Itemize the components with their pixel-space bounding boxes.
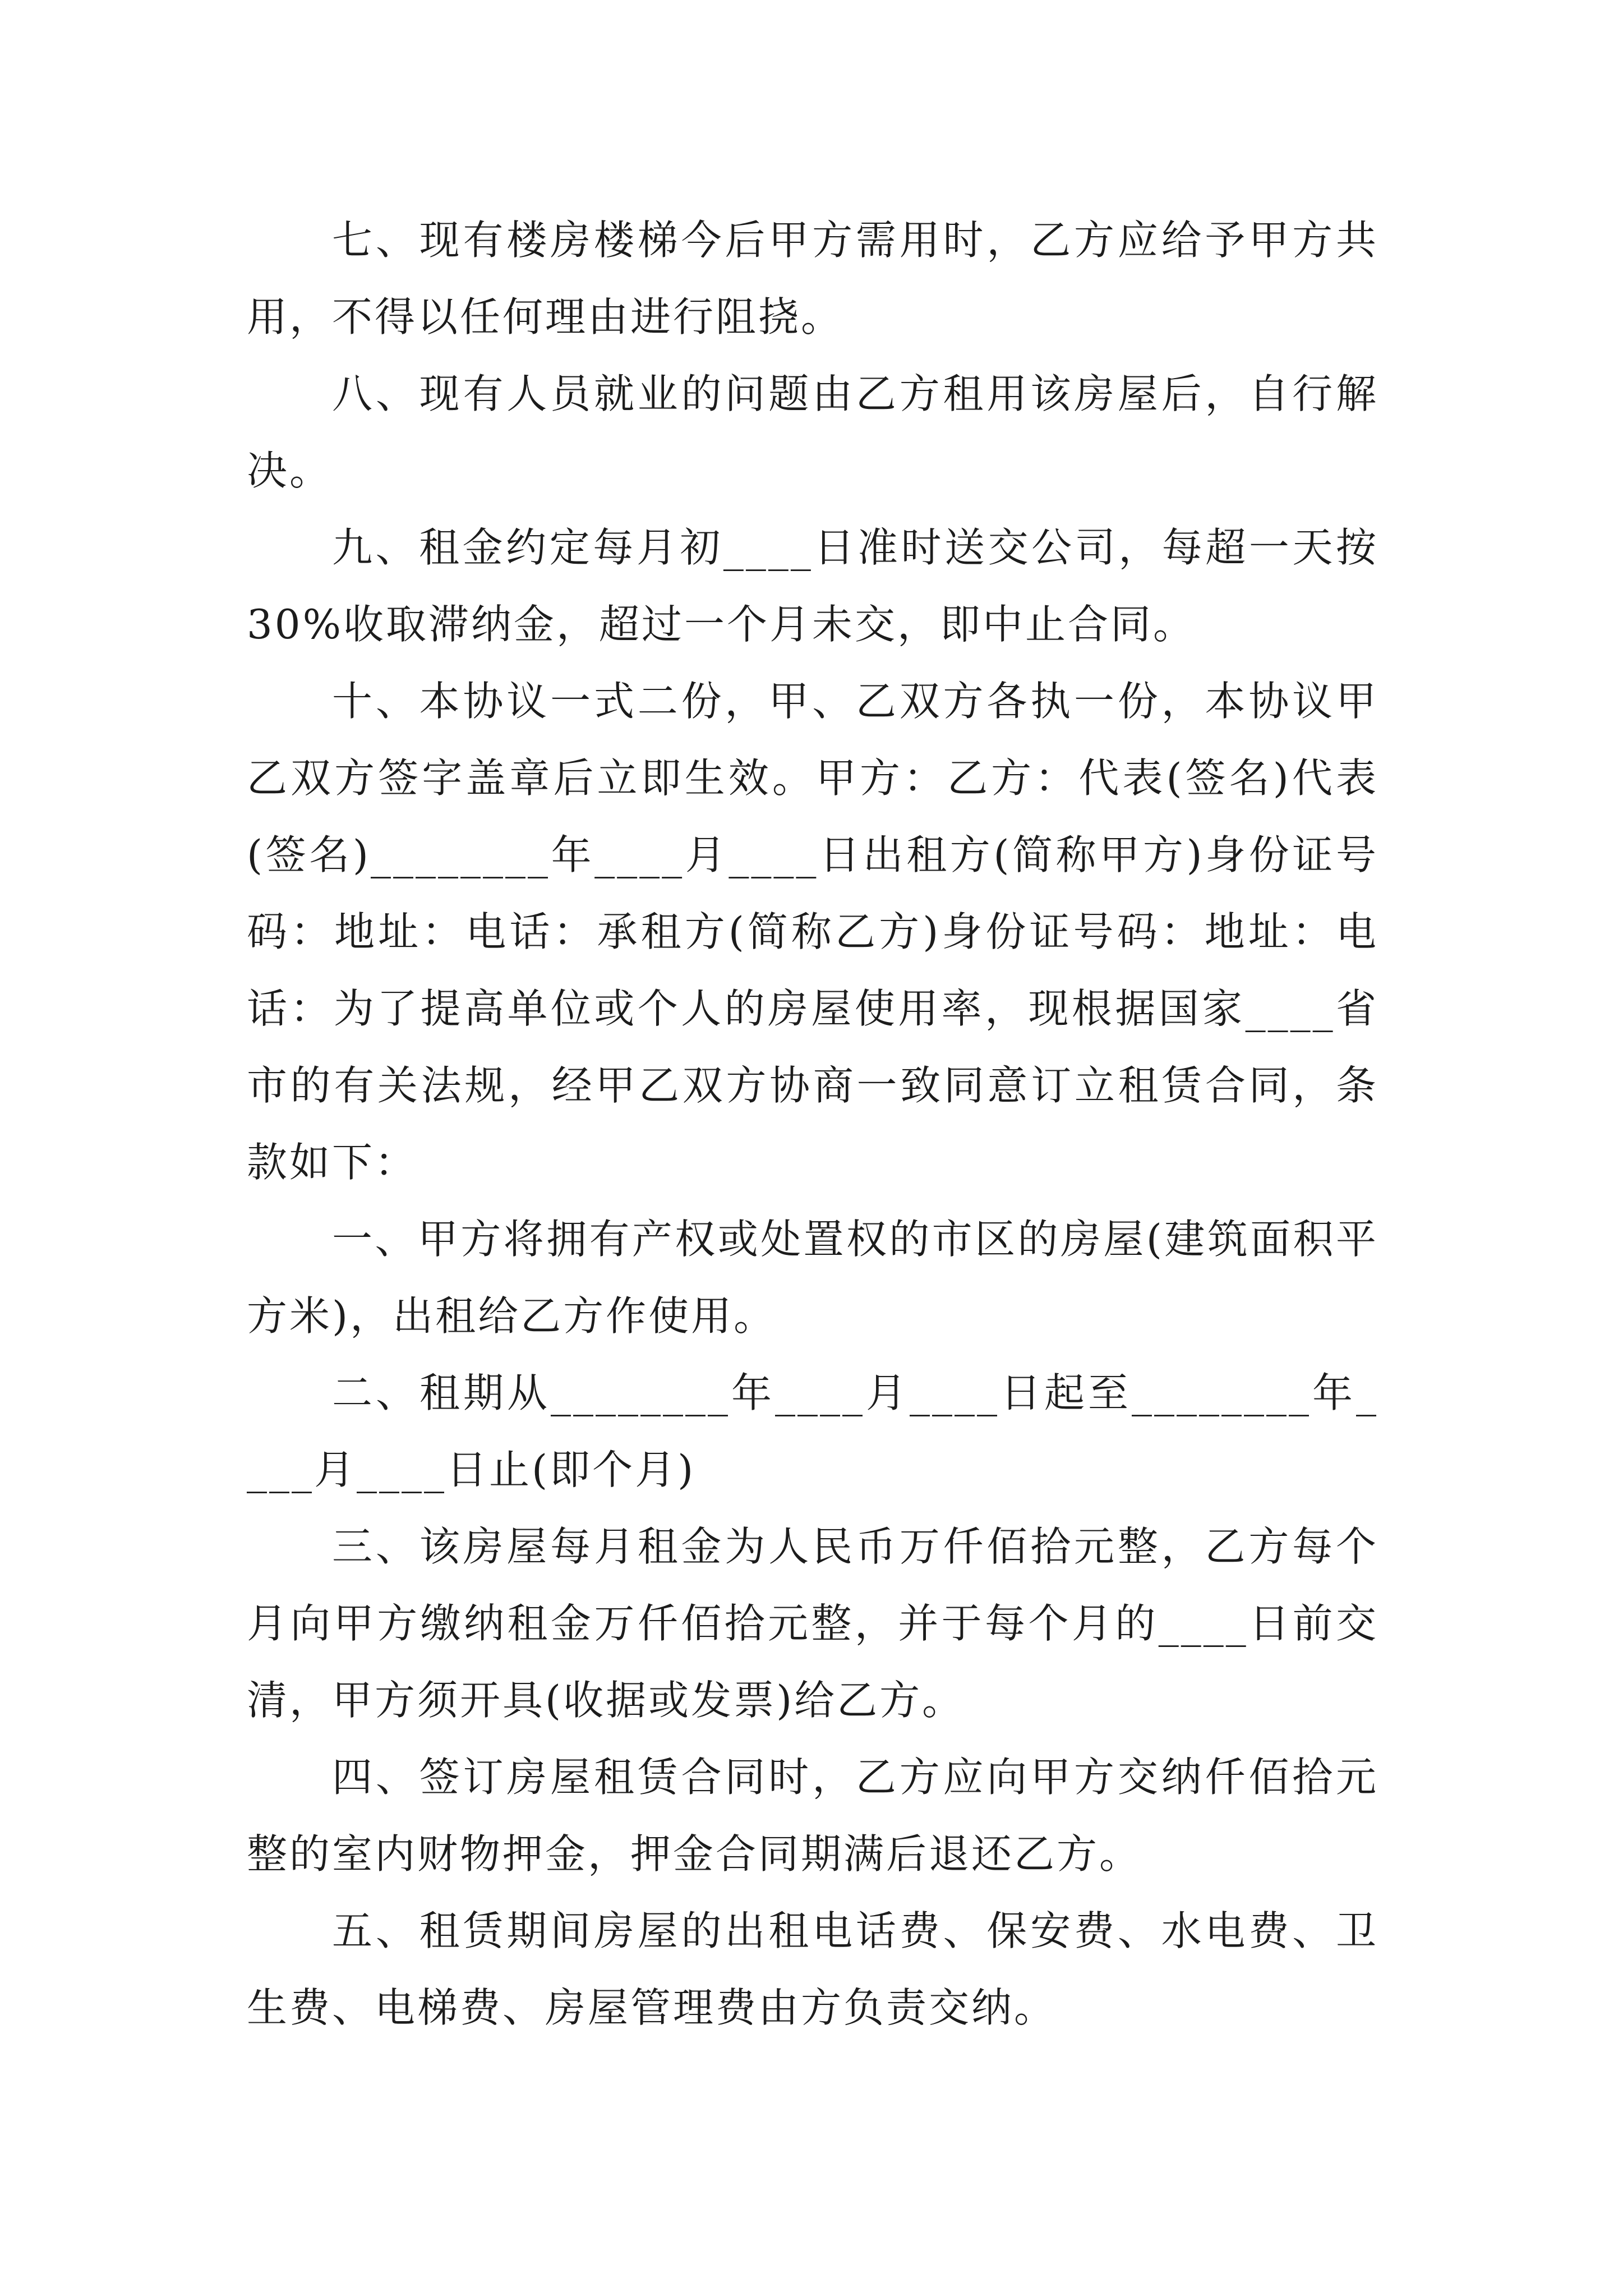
clause-8: 八、现有人员就业的问题由乙方租用该房屋后，自行解决。 (247, 370, 1378, 494)
clause-1: 一、甲方将拥有产权或处置权的市区的房屋(建筑面积平方米)，出租给乙方作使用。 (247, 1216, 1378, 1340)
document-body (247, 202, 1378, 2046)
clause-4: 四、签订房屋租赁合同时，乙方应向甲方交纳仟佰拾元整的室内财物押金，押金合同期满后退还乙方。 (247, 1754, 1378, 1878)
clause-3: 三、该房屋每月租金为人民币万仟佰拾元整，乙方每个月向甲方缴纳租金万仟佰拾元整，并于每个月的____日前交清，甲方须开具(收据或发票)给乙方。 (247, 1523, 1378, 1724)
clause-9: 九、租金约定每月初____日准时送交公司，每超一天按30%收取滞纳金，超过一个月未交，即中止合同。 (247, 524, 1378, 648)
clause-2: 二、租期从________年____月____日起至________年____月____日止(即个月) (247, 1369, 1378, 1493)
clause-7: 七、现有楼房楼梯今后甲方需用时，乙方应给予甲方共用，不得以任何理由进行阻挠。 (247, 217, 1378, 341)
clause-5: 五、租赁期间房屋的出租电话费、保安费、水电费、卫生费、电梯费、房屋管理费由方负责交纳。 (247, 1907, 1378, 2031)
clause-10: 十、本协议一式二份，甲、乙双方各执一份，本协议甲乙双方签字盖章后立即生效。甲方：乙方：代表(签名)代表(签名)________年____月____日出租方(简称甲方)身份证号码：地址：电话：承租方(简称乙方)身份证号码：地址：电话：为了提高单位或个人的房屋使用率，现根据国家____省市的有关法规，经甲乙双方协商一致同意订立租赁合同，条款如下： (247, 678, 1378, 1186)
